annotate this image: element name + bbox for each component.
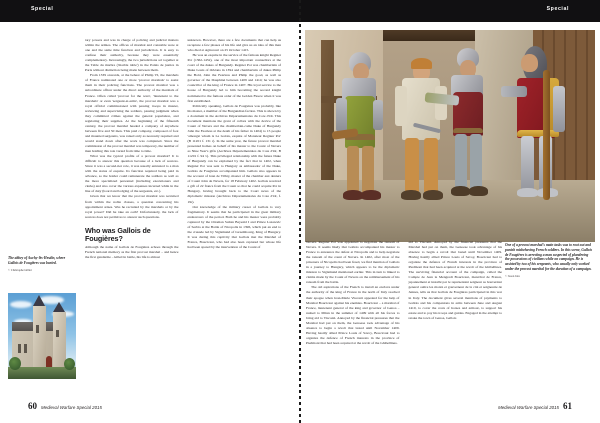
nave-window <box>24 344 27 353</box>
abbey-of-auchy-les-hesdin-photo <box>8 293 76 379</box>
tree-shape <box>64 358 75 370</box>
figure-head <box>521 54 538 72</box>
right-page-footer <box>498 401 572 411</box>
church-tower-left <box>33 306 46 368</box>
paragraph: Our knowledge of the military career of Gallois is very fragmentary. It seems that he participated in the great military endeavours of the period. Both he and his master were probably captured by the Ottoman Sultan Bayezid I and Prince Lazarevic of Serbia at the Battle of Nicopolis in 1396, which put an end to the crusade led by Sigismund of Luxembourg, King of Hungary. It was during this captivity that Gallois met the Marshal of France, Boucicaut, who had also been captured but whose life had been spared by the intervention of the Count of <box>187 204 281 249</box>
abbey-caption-text: The abbey of Auchy-lès-Hesdin, where Gallois de Fougières was buried. <box>8 256 66 265</box>
section-subheading: Who was Gallois de Fougières? <box>85 225 151 243</box>
figure-arm <box>336 98 347 132</box>
paragraph: aid to Visconti. Annoyed by the financial pressures that the Marshal had put on them, the Genoese took advantage of his absence to begin a revolt that lasted until November 1409. Having hastily allied Prince Louis of Savoy, Boucicaut had to organize the defence of French interests in the province of Piedmont that had been acquired at the revolt of the Ghibellines. The surviving financial account of the campaign, called the Compte de Jean le Mengredi Boucicaut, maréchal de France, japonnement et installé par le représentant seigneur as bouverniat general oultre les montz et gouverneur de la cité et seigneurie de Jennes, tells us that Gallois de Fougières participated in this war in Italy. The document gives several mentions of payments to Gallois and his companions in arms between June and August 1410, to cover the costs of horses and armour, to support his estate and to pay his troops and guides. Engaged in the attempt to retake the town of Genoa, Gallois <box>408 240 502 320</box>
figure-boot <box>423 190 443 200</box>
figure-leg <box>424 138 438 194</box>
illustration-wooden-post <box>321 40 334 190</box>
cloud-shape <box>10 301 32 308</box>
figure-hair <box>411 58 432 69</box>
spread-gutter-dotted-rule <box>299 0 301 423</box>
right-footer-text: Medieval Warfare Special 2015 <box>498 405 559 410</box>
church-spire-left <box>33 295 45 306</box>
left-page-columns <box>85 38 281 260</box>
right-running-head-label: Special <box>546 6 569 12</box>
paragraph: tary powers and was in charge of policing and judicial matters within the armies. The offices of marshal and constable were at one and the same time function and jurisdiction. It is easy to confuse their authority, because they were essentially complementary. Increasingly, the two jurisdictions act together at the Table du marbre ('marble table') in the Palais de justice in Paris without distinction being made between them. <box>85 38 179 73</box>
paragraph: unknown. However, there are a few documents that can help us recapture a few phases of his life and give us an idea of this man who died at Agincourt on 25 October 1415. <box>187 38 281 53</box>
provost-marshal-arrest-illustration <box>305 30 595 242</box>
left-page-footer <box>28 401 102 411</box>
figure-boot <box>343 190 363 200</box>
figure-leg <box>405 138 419 194</box>
tower-window <box>56 330 59 337</box>
figure-arm <box>553 86 565 132</box>
tower-window <box>36 325 39 333</box>
right-page-columns <box>306 240 502 346</box>
left-page-folio: 60 <box>28 401 37 411</box>
figure-belt <box>453 128 483 133</box>
paragraph: What was the typical profile of a provost marshal? It is difficult to answer this question because of a lack of sources. Since it was a second-tier role, it was usually entrusted to a man with the status of esquire. Its function required being paid in advance, so the holder could remunerate the soldiers as well as the more specialized personnel (including executioners and clerks) and also cover the various expenses incurred while in the line of duty (board and lodging of the sergeants, etc.). <box>85 154 179 194</box>
figure-boot <box>401 190 421 200</box>
plate-leg <box>521 136 534 192</box>
figure-leg <box>470 134 482 190</box>
church-spire-right <box>53 302 65 312</box>
right-column-2 <box>409 240 503 346</box>
figure-arm <box>373 100 383 130</box>
paragraph: From 1339 onwards, at the behest of Philip VI, the marshals of France nominated one or more 'provost marshals' to assist them in their policing functions. The provost marshal was a subordinate officer under the direct authority of the marshals of France. Often called 'provost for the wars', 'lieutenant to the marshals' or even 'sergeant-at-arms', the provost marshal was a royal official commissioned with passing troops in muster, reviewing and supervising the soldiers, passing judgment when they committed crimes against the general population, and regulating their supplies. At the beginning of the fifteenth century, the provost marshal headed a company of anywhere between five and 50 men. This paid company, composed of foot and mounted sergeants, was raised only as necessity required and would stand down after the work was completed. Since the commission of the provost marshal was temporary, the number of men holding this role varied from time to time. <box>85 73 179 154</box>
tree-shape <box>9 357 21 370</box>
scabbard <box>543 70 550 200</box>
figure-leg <box>362 146 374 194</box>
illustration-caption <box>505 243 593 279</box>
right-running-head-bar <box>300 0 600 22</box>
abbey-photo-caption <box>8 256 76 272</box>
subhead-lead-paragraph: Although the name of Gallois de Fougières echoes through the French national memory as the first provost marshal – and hence the first gendarme – killed in battle, his life is almost <box>85 245 179 260</box>
paragraph: Politically speaking, Gallois de Fougières was probably, like his master, a member of the Burgundian faction. This is shown by a document in the Archives Départementales du Cote d'Or. This document mentions the grant of collars with the device of the Count of Nevers and the chamberlain-came Duke of Burgundy John the Fearless at the death of his father in 1404) to 15 people 'amongst whom is Le Galois, esquire of Monsieur Regnier Pot' (B 11201 f. 131 r). In the same year, the future provost marshal presented homes on behalf of his master to the Count of Nevers as Nine Year's gifts (Archives Départementales du Cote d'Or, B 11201 f. 94 v). This privileged relationship with the future Duke of Burgundy can be explained by the fact that in 1402, when Regnier Pot was sent to Hungary as ambassador of the Duke, Gallois de Fougières accompanied him. Gallois also appears in the account of Jean de Vilhry, master of the chamber aux deniers of Count John de Nevers, for 18 February 1402. Gallois received a gift of 22 francs from the Count so that he could acquire Pot in Hungary, having brought back to the Court news of the diplomatic mission (Archives Départementales du Cote d'Or, f. 19r). <box>187 103 281 204</box>
figure-boot <box>469 186 488 196</box>
right-column-1 <box>306 240 400 346</box>
illustration-caption-text: One of a provost marshal's main tasks was to root out and punish misbehaving French soldiers. In this scene, Gallois de Fougières is arresting a man suspected of plundering the possessions of civilians while on campaign. He is assisted by two of his sergeants, who usually only worked under the provost marshal for the duration of a campaign. <box>505 243 592 271</box>
green-surcoat <box>345 96 375 148</box>
figure-boot <box>361 190 381 200</box>
right-page <box>300 0 600 423</box>
left-column-2 <box>188 38 282 260</box>
illustration-caption-credit: © Jason Juta <box>505 273 520 278</box>
nave-window <box>18 344 21 353</box>
left-running-head-label: Special <box>31 6 54 12</box>
paragraph: The old aspirations of the French to install an enclave under the authority of the king of France in the north of Italy reached their apogee when Jean-Marie Visconti appealed for the help of Marshal Boucicaut against his enemies. Boucicaut – a marshal of France, lieutenant general of the king and governor of Genoa – rushed to Milan in the summer of 1409 with all his forces to bring aid to Visconti. Annoyed by the financial pressures that the Marshal had put on them, the Genoese took advantage of his absence to begin a revolt that lasted until November 1409. Having hastily allied Prince Louis of Savoy, Boucicaut had to organize the defence of French interests in the province of Piedmont that had been acquired at the revolt of the Ghibellines. <box>306 285 400 345</box>
figure-leg <box>347 146 359 194</box>
left-running-head-bar <box>0 0 300 22</box>
paragraph: He was an esquire in the service of the famous knight Regnier Pot (1362-1432), one of the most important counsellors at the court of the dukes of Burgundy. Regnier Pot was chamberlain of Duke Louis of Orléans in 1394 and chamberlain of dukes Philip the Bold, John the Fearless and Philip the good, as well as governor of the Dauphiné between 1409 and 1414; he was also councillor of the king of France in 1407. His loyal service to the house of Burgundy led to him becoming the second knight nominated to the famous order of the Golden Fleece when it was first established. <box>187 53 281 103</box>
figure-boot <box>451 186 470 196</box>
sabaton <box>517 188 538 197</box>
paragraph: Nevers. Regnier Pot was appointed to negotiate the ransom of Nevers. It seems likely that Gallois accompanied his master to France to announce the defeat at Nicopolis and to help negotiate the ransom of the count of Nevers. In 1402, after most of the prisoners of Nicopolis had been freed, we find mention of Gallois in a journey to Hungary, which appears to be the diplomatic mission to Sigismund mentioned earlier. This in turn is linked to claims made by the Count of Nevers on the reimbursement of his ransom from the battle. <box>306 240 400 285</box>
right-page-folio: 61 <box>563 401 572 411</box>
abbey-caption-credit: © Christophe Gilliot <box>8 267 32 272</box>
outstretched-arm <box>501 86 527 97</box>
figure-leg <box>455 134 467 190</box>
paragraph: Given that we know that the provost marshal was recruited from within the noble classes, a question concerning his appointment arises. Was he recruited by the marshals or by the royal power? Did he take an oath? Unfortunately, the lack of sources does not permit us to answer such questions. <box>85 194 179 219</box>
left-column-1 <box>85 38 179 260</box>
figure-arm <box>395 86 407 126</box>
left-footer-text: Medieval Warfare Special 2015 <box>41 405 102 410</box>
